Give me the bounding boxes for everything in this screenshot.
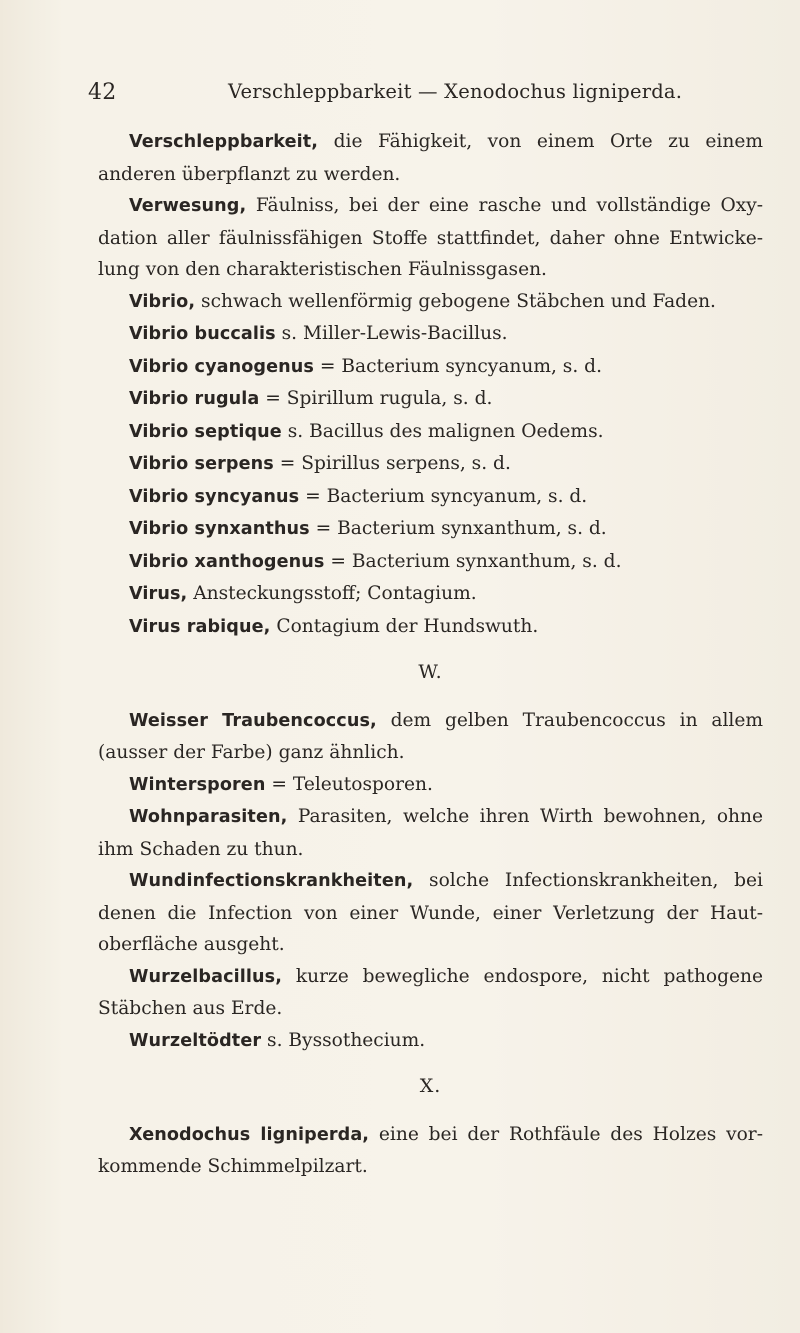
dictionary-entry xyxy=(98,578,763,611)
entry-term: Weisser Traubencoccus, xyxy=(129,710,377,731)
entry-text: solche Infectionskrankheiten, bei denen die Infection von einer Wunde, einer Verletzung der Haut-oberfläche ausgeht. xyxy=(98,870,763,955)
dictionary-entry xyxy=(98,705,763,769)
entry-text: eine bei der Rothfäule des Holzes vor-kommende Schimmelpilzart. xyxy=(98,1123,763,1177)
entry-term: Vibrio rugula xyxy=(129,389,260,409)
entry-term: Vibrio septique xyxy=(129,421,282,442)
section-letter-x: X. xyxy=(419,1075,442,1097)
entry-text: Fäulniss, bei der eine rasche und vollständige Oxy-dation aller fäulnissfähigen Stoffe stattfindet, daher ohne Entwicke-lung von den charakteristischen Fäulnissgasen. xyxy=(98,195,763,280)
running-head xyxy=(88,80,748,110)
dictionary-entry xyxy=(98,190,763,286)
entry-term: Vibrio, xyxy=(129,291,196,312)
entry-text: = Spirillum rugula, s. d. xyxy=(259,388,493,409)
entry-term: Xenodochus ligniperda, xyxy=(129,1124,370,1145)
entry-text: = Bacterium syncyanum, s. d. xyxy=(299,485,588,507)
dictionary-entry xyxy=(98,416,763,449)
entry-term: Vibrio buccalis xyxy=(129,324,276,344)
entry-text: dem gelben Traubencoccus in allem (ausser der Farbe) ganz ähnlich. xyxy=(98,709,764,763)
entry-term: Wurzeltödter xyxy=(129,1030,262,1051)
dictionary-entry xyxy=(98,318,763,351)
entry-term: Wundinfectionskrankheiten, xyxy=(129,871,414,891)
dictionary-entry xyxy=(98,1025,763,1058)
entry-text: = Spirillus serpens, s. d. xyxy=(273,453,511,474)
entry-term: Vibrio xanthogenus xyxy=(129,551,325,572)
dictionary-entry xyxy=(98,286,763,319)
entry-text: s. Byssothecium. xyxy=(261,1029,426,1051)
entry-term: Virus, xyxy=(129,584,188,604)
dictionary-entry xyxy=(98,481,763,514)
entry-text: die Fähigkeit, von einem Orte zu einem anderen überpflanzt zu werden. xyxy=(98,131,763,185)
dictionary-entry xyxy=(98,546,763,579)
entry-text: Ansteckungsstoff; Contagium. xyxy=(187,583,477,604)
entry-text: s. Miller-Lewis-Bacillus. xyxy=(275,323,508,344)
entry-term: Virus rabique, xyxy=(129,616,271,637)
running-head-title: Verschleppbarkeit — Xenodochus ligniperda. xyxy=(228,80,683,103)
entry-text: schwach wellenförmig gebogene Stäbchen und Faden. xyxy=(195,290,716,312)
entry-term: Wohnparasiten, xyxy=(129,807,288,827)
entry-text: Contagium der Hundswuth. xyxy=(270,615,539,637)
entry-text: = Bacterium synxanthum, s. d. xyxy=(324,550,622,572)
dictionary-entry xyxy=(98,611,763,644)
entry-text: s. Bacillus des malignen Oedems. xyxy=(281,420,604,442)
dictionary-entry xyxy=(98,383,763,416)
entry-term: Verwesung, xyxy=(129,196,247,216)
entry-term: Vibrio serpens xyxy=(129,454,274,474)
entry-text: Parasiten, welche ihren Wirth bewohnen, ohne ihm Schaden zu thun. xyxy=(98,806,763,860)
entry-term: Wintersporen xyxy=(129,774,266,795)
page-number: 42 xyxy=(88,80,117,105)
dictionary-entry xyxy=(98,351,763,384)
dictionary-entry xyxy=(98,865,763,961)
entry-term: Wurzelbacillus, xyxy=(129,966,282,987)
dictionary-entry xyxy=(98,769,763,802)
entry-term: Vibrio syncyanus xyxy=(129,486,300,507)
dictionary-entry xyxy=(98,448,763,481)
dictionary-content xyxy=(98,126,763,1183)
entry-text: = Bacterium synxanthum, s. d. xyxy=(309,518,607,539)
dictionary-entry xyxy=(98,513,763,546)
entry-text: kurze bewegliche endospore, nicht pathogene Stäbchen aus Erde. xyxy=(98,965,763,1019)
entry-text: = Bacterium syncyanum, s. d. xyxy=(313,355,602,377)
entry-term: Vibrio cyanogenus xyxy=(129,356,314,377)
dictionary-entry xyxy=(98,1119,763,1183)
entry-term: Verschleppbarkeit, xyxy=(129,132,319,152)
entry-text: = Teleutosporen. xyxy=(265,773,433,795)
dictionary-entry xyxy=(98,801,763,865)
dictionary-entry xyxy=(98,126,763,190)
entry-term: Vibrio synxanthus xyxy=(129,519,310,539)
section-letter-w: W. xyxy=(418,661,443,683)
dictionary-entry xyxy=(98,961,763,1025)
